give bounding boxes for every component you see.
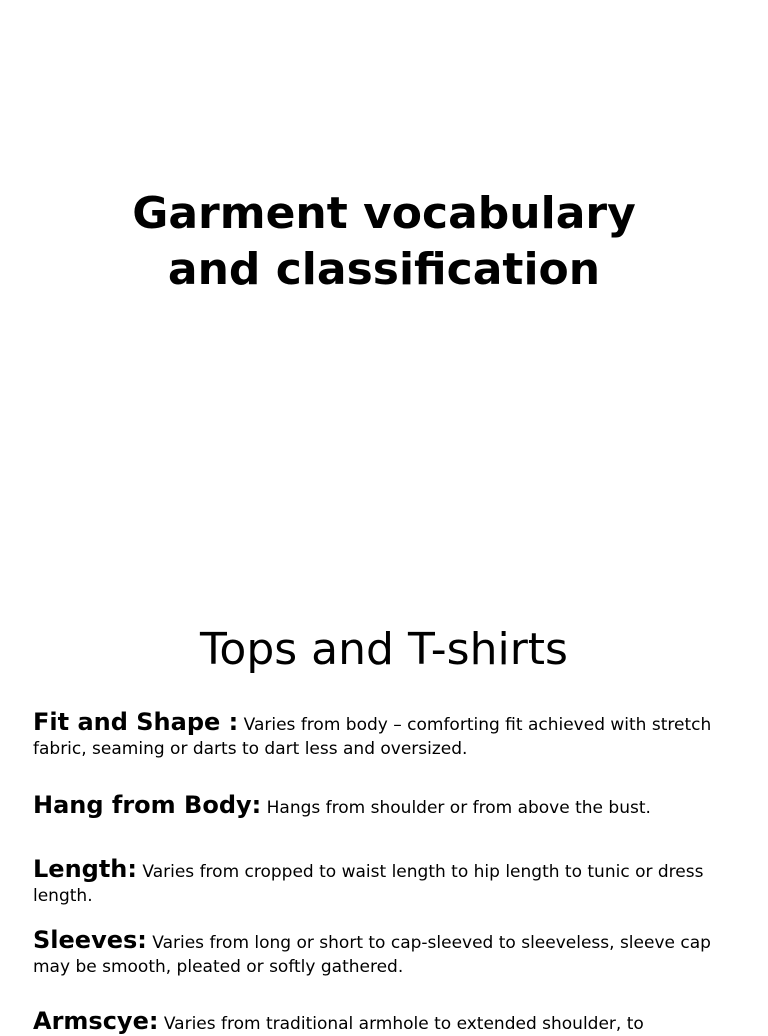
entry-term: Length: [33,855,137,883]
entry-description: Varies from traditional armhole to extended shoulder, to [163,1014,644,1034]
entry-sleeves [33,928,743,979]
entry-description: Varies from body – comforting fit achieved with stretch fabric, seaming or darts to dart less and oversized. [33,715,712,759]
entry-description: Varies from cropped to waist length to hip length to tunic or dress length. [33,862,704,906]
entry-description: Hangs from shoulder or from above the bust. [266,798,651,818]
content-slide [0,560,768,1035]
entry-term: Hang from Body: [33,791,262,819]
entry-description: Varies from long or short to cap-sleeved to sleeveless, sleeve cap may be smooth, pleated or softly gathered. [33,933,711,977]
main-title: Garment vocabulary and classification [132,188,636,295]
section-heading: Tops and T-shirts [200,624,568,675]
entry-length [33,857,743,908]
entry-armscye [33,1009,743,1036]
entry-fit-and-shape [33,710,743,761]
entry-hang-from-body [33,793,743,820]
entry-term: Sleeves: [33,926,147,954]
entry-term: Fit and Shape : [33,708,239,736]
entry-term: Armscye: [33,1007,159,1035]
